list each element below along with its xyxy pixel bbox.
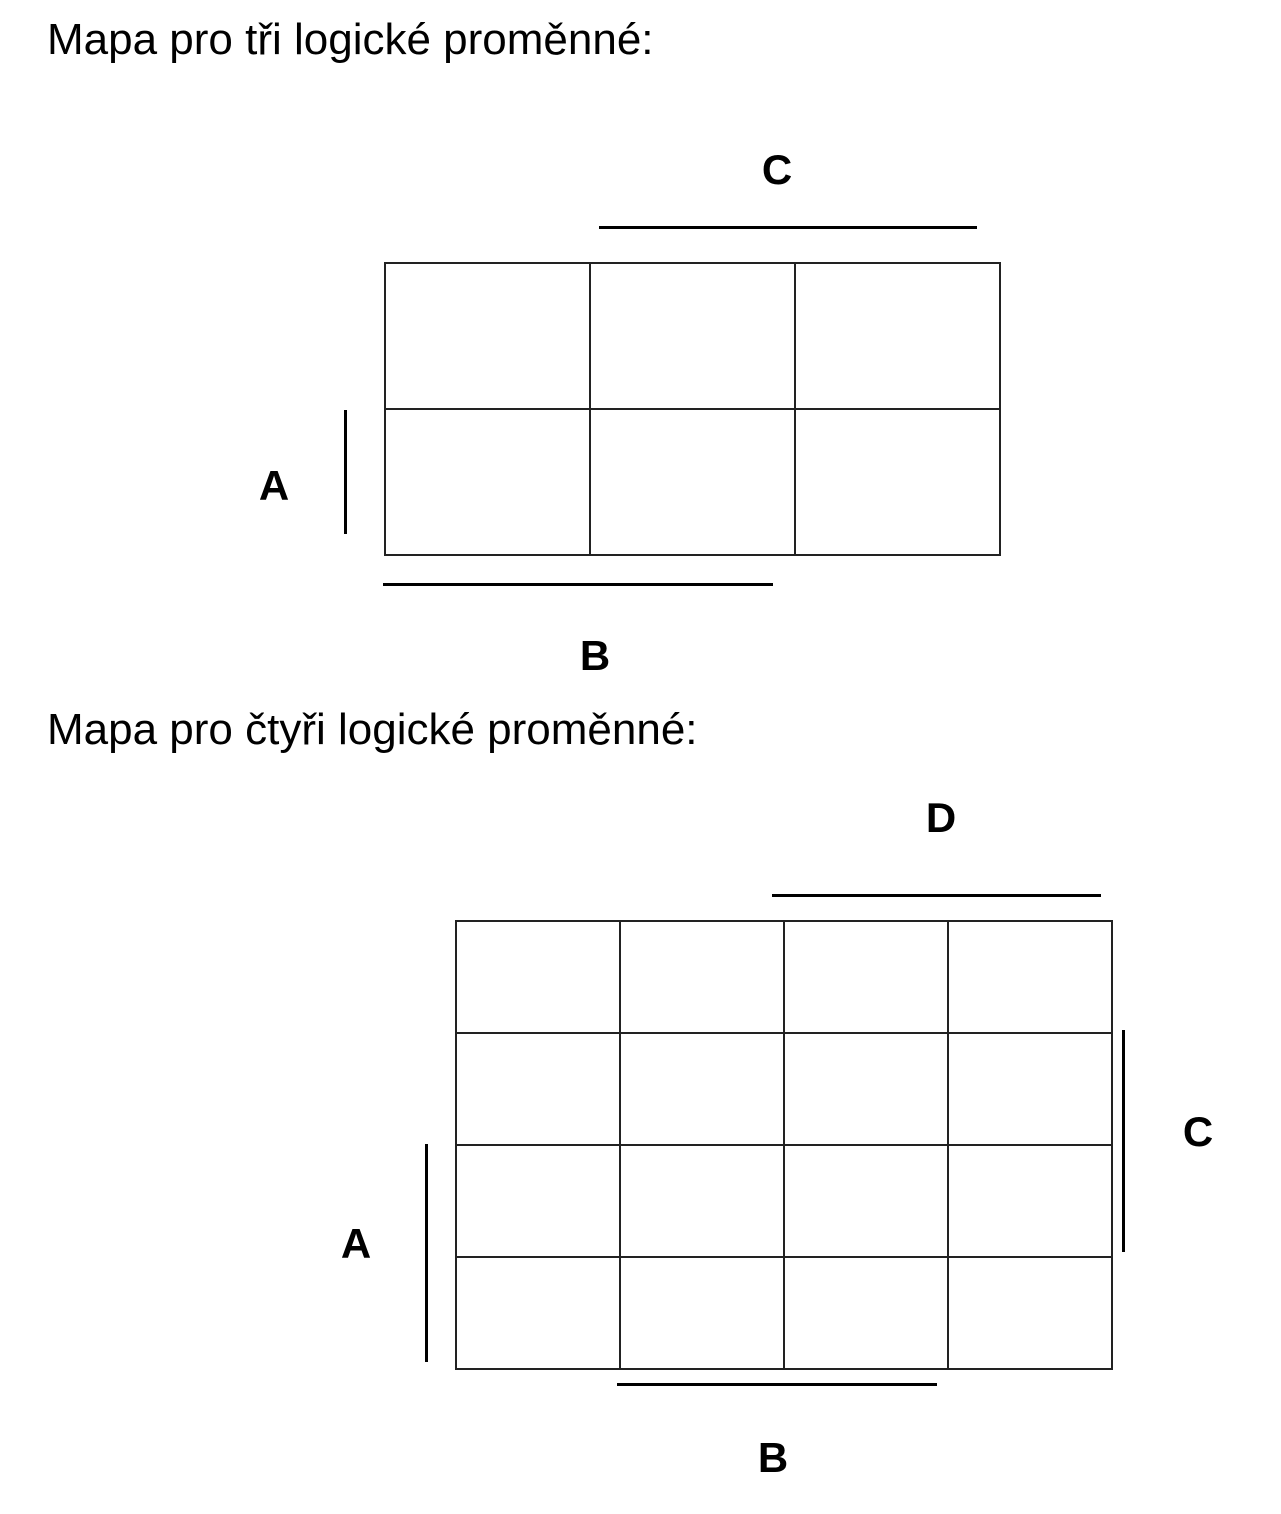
- map4-label-c: C: [1182, 1108, 1214, 1155]
- map4-cell: [620, 921, 784, 1033]
- karnaugh-map-four-variables: [455, 920, 1113, 1370]
- map4-label-a: A: [340, 1220, 372, 1267]
- map4-cell: [620, 1145, 784, 1257]
- map4-label-b: B: [757, 1434, 789, 1481]
- map3-bar-a: [344, 410, 347, 534]
- map4-bar-a: [425, 1144, 428, 1362]
- map3-cell: [590, 409, 795, 555]
- map4-bar-b: [617, 1383, 937, 1386]
- map3-label-c: C: [761, 146, 793, 193]
- map4-cell: [948, 921, 1112, 1033]
- map3-bar-b: [383, 583, 773, 586]
- map4-row: [456, 1257, 1112, 1369]
- heading-three-variable-map: Mapa pro tři logické proměnné:: [47, 15, 654, 64]
- map4-cell: [948, 1257, 1112, 1369]
- map3-row: [385, 263, 1000, 409]
- map4-row: [456, 1145, 1112, 1257]
- map4-cell: [456, 921, 620, 1033]
- karnaugh-map-three-variables: [384, 262, 1001, 556]
- map3-cell: [795, 409, 1000, 555]
- heading-four-variable-map: Mapa pro čtyři logické proměnné:: [47, 705, 698, 754]
- map3-label-b: B: [579, 632, 611, 679]
- map3-cell: [385, 409, 590, 555]
- map3-label-a: A: [258, 462, 290, 509]
- map4-row: [456, 1033, 1112, 1145]
- map3-cell: [385, 263, 590, 409]
- map4-cell: [784, 921, 948, 1033]
- map4-cell: [456, 1145, 620, 1257]
- map4-cell: [948, 1033, 1112, 1145]
- map3-cell: [590, 263, 795, 409]
- map4-bar-d: [772, 894, 1101, 897]
- map3-row: [385, 409, 1000, 555]
- map4-label-d: D: [925, 794, 957, 841]
- map3-bar-c: [599, 226, 977, 229]
- map4-cell: [948, 1145, 1112, 1257]
- map4-cell: [620, 1257, 784, 1369]
- map4-row: [456, 921, 1112, 1033]
- map4-cell: [784, 1257, 948, 1369]
- map4-bar-c: [1122, 1030, 1125, 1252]
- map4-cell: [620, 1033, 784, 1145]
- map4-cell: [784, 1145, 948, 1257]
- map4-cell: [456, 1033, 620, 1145]
- map4-cell: [456, 1257, 620, 1369]
- map3-cell: [795, 263, 1000, 409]
- map4-cell: [784, 1033, 948, 1145]
